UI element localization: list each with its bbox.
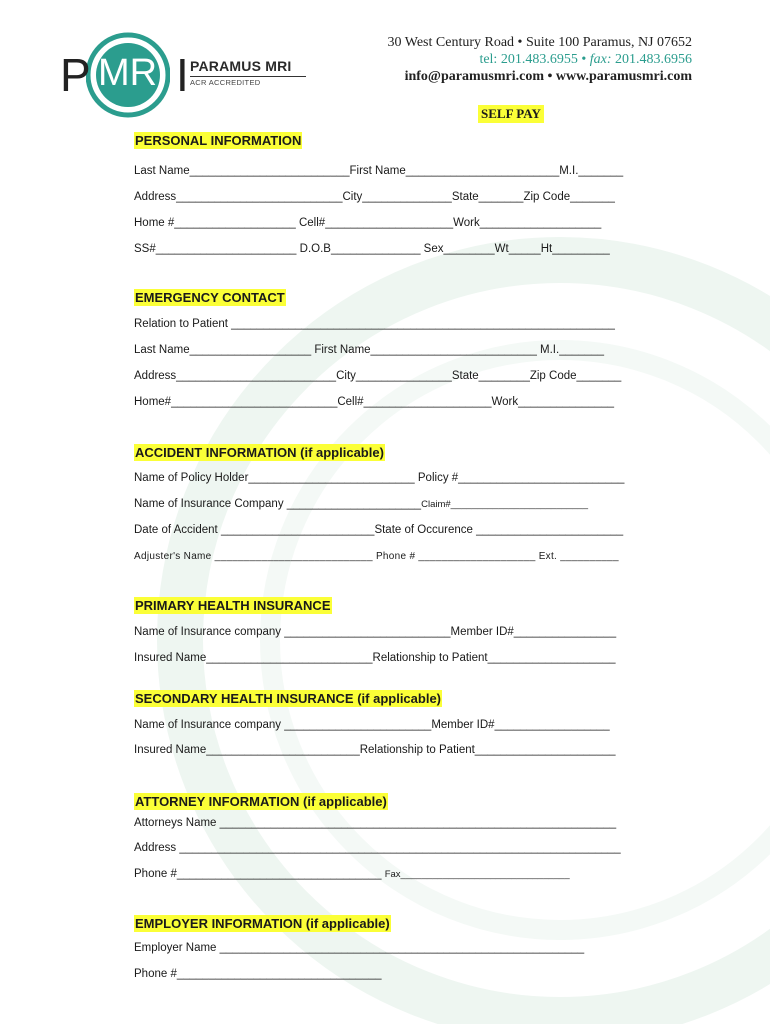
street-address: 30 West Century Road • Suite 100 Paramus, NJ 07652 bbox=[387, 35, 692, 50]
employer-line-phone[interactable]: Phone #________________________________ bbox=[134, 968, 382, 980]
fax-label: fax: bbox=[589, 52, 612, 67]
logo-divider bbox=[190, 76, 306, 77]
accident-line-policy[interactable]: Name of Policy Holder__________________________ Policy #__________________________ bbox=[134, 472, 625, 484]
logo-name: PARAMUS MRI bbox=[190, 58, 292, 74]
section-secondary-title: SECONDARY HEALTH INSURANCE (if applicable) bbox=[135, 691, 442, 706]
tel-number: 201.483.6955 bbox=[500, 52, 578, 67]
personal-line-name[interactable]: Last Name_________________________First Name________________________M.I._______ bbox=[134, 165, 624, 177]
logo-letters-mr: MR bbox=[98, 52, 158, 94]
logo-accreditation: ACR ACCREDITED bbox=[190, 78, 261, 87]
paramus-mri-logo bbox=[60, 28, 300, 123]
accident-line-date[interactable]: Date of Accident ________________________State of Occurence _______________________ bbox=[134, 524, 624, 536]
accident-insurance-company[interactable]: Name of Insurance Company _____________________ bbox=[134, 498, 422, 510]
attorney-fax[interactable]: Fax________________________________ bbox=[384, 869, 570, 880]
section-primary-title: PRIMARY HEALTH INSURANCE bbox=[135, 598, 331, 613]
personal-line-address[interactable]: Address__________________________City______________State_______Zip Code_______ bbox=[134, 191, 615, 203]
emergency-line-relation[interactable]: Relation to Patient ____________________________________________________________ bbox=[134, 318, 615, 330]
secondary-line-company[interactable]: Name of Insurance company _______________________Member ID#__________________ bbox=[134, 719, 610, 731]
attorney-phone[interactable]: Phone #________________________________ bbox=[134, 868, 385, 880]
primary-line-insured[interactable]: Insured Name__________________________Relationship to Patient____________________ bbox=[134, 652, 616, 664]
attorney-line-phone[interactable] bbox=[134, 868, 570, 880]
section-accident-title: ACCIDENT INFORMATION (if applicable) bbox=[135, 445, 384, 460]
section-emergency-title: EMERGENCY CONTACT bbox=[135, 290, 285, 305]
emergency-line-phones[interactable]: Home#__________________________Cell#____________________Work_______________ bbox=[134, 396, 615, 408]
accident-line-adjuster[interactable]: Adjuster's Name ___________________________ Phone # ____________________ Ext. __________ bbox=[134, 551, 619, 562]
accident-claim[interactable]: Claim#__________________________ bbox=[421, 499, 589, 510]
attorney-line-address[interactable]: Address _____________________________________________________________________ bbox=[134, 842, 621, 854]
form-title: SELF PAY bbox=[478, 105, 544, 123]
secondary-line-insured[interactable]: Insured Name________________________Relationship to Patient______________________ bbox=[134, 744, 616, 756]
personal-line-ssn[interactable]: SS#______________________ D.O.B______________ Sex________Wt_____Ht_________ bbox=[134, 243, 610, 255]
section-employer-title: EMPLOYER INFORMATION (if applicable) bbox=[135, 916, 390, 931]
attorney-line-name[interactable]: Attorneys Name ______________________________________________________________ bbox=[134, 817, 617, 829]
primary-line-company[interactable]: Name of Insurance company __________________________Member ID#________________ bbox=[134, 626, 617, 638]
section-personal-title: PERSONAL INFORMATION bbox=[135, 133, 302, 148]
employer-line-name[interactable]: Employer Name _________________________________________________________ bbox=[134, 942, 585, 954]
section-attorney-title: ATTORNEY INFORMATION (if applicable) bbox=[135, 794, 387, 809]
emergency-line-address[interactable]: Address_________________________City_______________State________Zip Code_______ bbox=[134, 370, 622, 382]
contact-phones bbox=[388, 51, 693, 68]
fax-number: 201.483.6956 bbox=[615, 52, 692, 67]
address-block bbox=[388, 34, 693, 85]
email-web: info@paramusmri.com • www.paramusmri.com bbox=[404, 69, 692, 84]
logo-letter-p: P bbox=[60, 49, 91, 101]
fax-separator: • bbox=[577, 52, 590, 67]
accident-line-insurance[interactable] bbox=[134, 498, 588, 510]
personal-line-phones[interactable]: Home #___________________ Cell#____________________Work___________________ bbox=[134, 217, 602, 229]
tel-label: tel: bbox=[479, 52, 498, 67]
emergency-line-name[interactable]: Last Name___________________ First Name__________________________ M.I._______ bbox=[134, 344, 604, 356]
logo-letter-i: I bbox=[176, 49, 189, 101]
